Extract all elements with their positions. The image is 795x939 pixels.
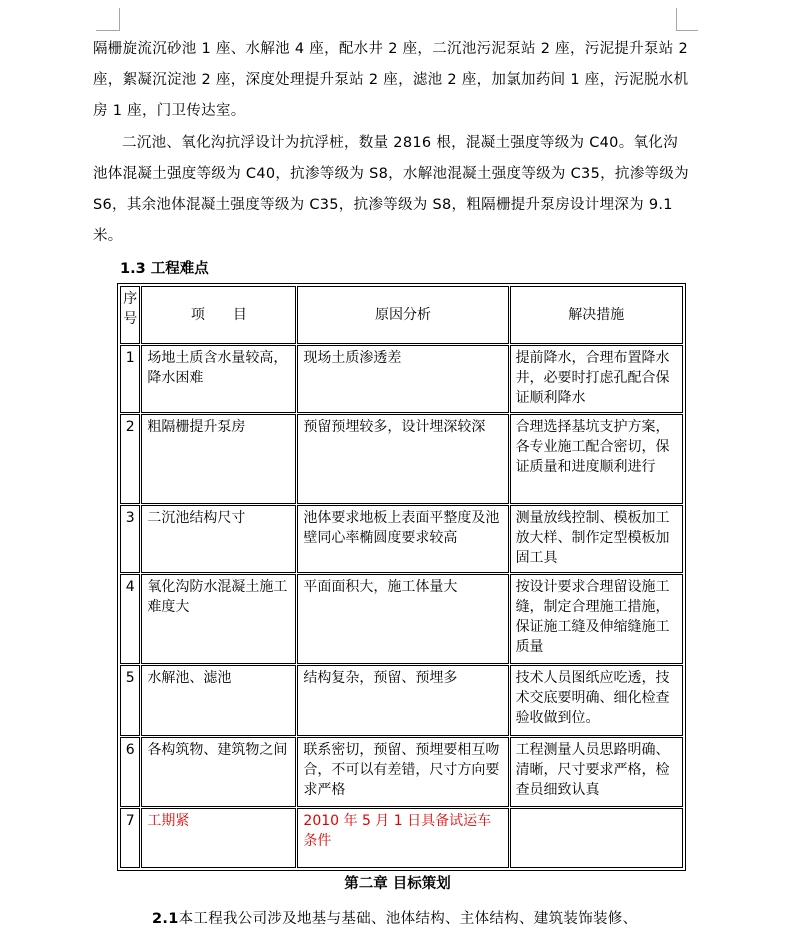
row-no: 1 [120,345,140,413]
row-reason: 联系密切，预留、预埋要相互吻合，不可以有差错，尺寸方向要求严格 [297,737,508,807]
header-item: 项 目 [141,286,296,344]
row-reason: 池体要求地板上表面平整度及池壁同心率椭圆度要求较高 [297,505,508,573]
row-no: 3 [120,505,140,573]
table-row [120,505,683,573]
row-no: 7 [120,808,140,868]
row-no: 5 [120,665,140,735]
next-paragraph [152,908,712,930]
table-row [120,345,683,413]
row-no: 4 [120,574,140,664]
row-measure: 工程测量人员思路明确、清晰，尺寸要求严格，检查员细致认真 [510,737,683,807]
row-measure: 技术人员图纸应吃透，技术交底要明确、细化检查验收做到位。 [510,665,683,735]
crop-mark-right-horizontal [676,30,698,31]
row-no: 2 [120,414,140,504]
row-measure: 按设计要求合理留设施工缝，制定合理施工措施，保证施工缝及伸缩缝施工质量 [510,574,683,664]
row-item: 氧化沟防水混凝土施工难度大 [141,574,296,664]
difficulty-table [117,283,686,871]
row-reason: 现场土质渗透差 [297,345,508,413]
header-no: 序号 [120,286,140,344]
next-paragraph-number: 2.1 [152,911,179,927]
table-row [120,665,683,735]
row-measure: 提前降水，合理布置降水井，必要时打虑孔配合保证顺利降水 [510,345,683,413]
table-row [120,414,683,504]
table-header-row [120,286,683,344]
crop-mark-left-horizontal [96,30,120,31]
row-measure [510,808,683,868]
row-item: 各构筑物、建筑物之间 [141,737,296,807]
table-row [120,574,683,664]
row-item: 粗隔栅提升泵房 [141,414,296,504]
row-reason: 平面面积大，施工体量大 [297,574,508,664]
crop-mark-right-vertical [676,8,677,31]
row-reason: 结构复杂，预留、预埋多 [297,665,508,735]
section-heading: 1.3 工程难点 [120,261,209,277]
chapter-heading: 第二章 目标策划 [344,876,451,892]
row-measure: 合理选择基坑支护方案，各专业施工配合密切，保证质量和进度顺利进行 [510,414,683,504]
intro-paragraph: 隔栅旋流沉砂池 1 座、水解池 4 座，配水井 2 座，二沉池污泥泵站 2 座，污泥提升泵站 2 座，絮凝沉淀池 2 座，深度处理提升泵站 2 座，滤池 2 座，加氯加药间 1 座，污泥脱水机房 1 座，门卫传达室。 [93,41,689,119]
pile-paragraph: 二沉池、氧化沟抗浮设计为抗浮桩，数量 2816 根，混凝土强度等级为 C40。氧化沟池体混凝土强度等级为 C40，抗渗等级为 S8，水解池混凝土强度等级为 C35，抗渗等级为 S6，其余池体混凝土强度等级为 C35，抗渗等级为 S8，粗隔栅提升泵房设计埋深为 9.1 米。 [93,135,689,244]
header-measure: 解决措施 [510,286,683,344]
next-paragraph-text: 本工程我公司涉及地基与基础、池体结构、主体结构、建筑装饰装修、 [178,911,638,927]
header-reason: 原因分析 [297,286,508,344]
row-reason: 预留预埋较多，设计埋深较深 [297,414,508,504]
row-item: 场地土质含水量较高，降水困难 [141,345,296,413]
table-row [120,737,683,807]
row-measure: 测量放线控制、模板加工放大样、制作定型模板加固工具 [510,505,683,573]
row-reason: 2010 年 5 月 1 日具备试运车条件 [297,808,508,868]
crop-mark-left-vertical [119,8,120,31]
row-item: 水解池、滤池 [141,665,296,735]
row-no: 6 [120,737,140,807]
table-row [120,808,683,868]
row-item: 二沉池结构尺寸 [141,505,296,573]
row-item: 工期紧 [141,808,296,868]
